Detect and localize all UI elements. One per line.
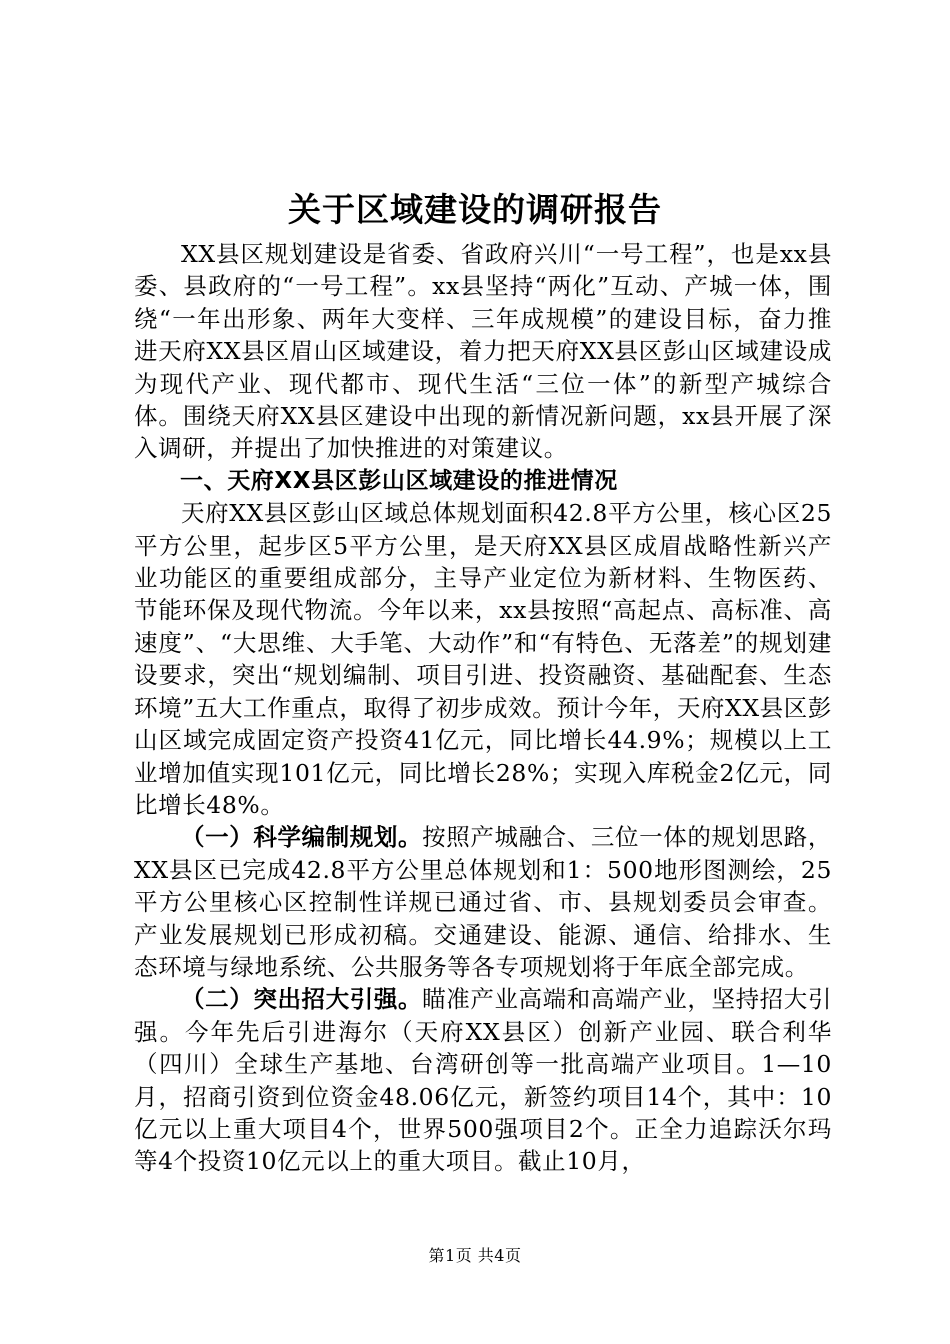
document-body [134, 238, 832, 1178]
item-2-body: 瞄准产业高端和高端产业，坚持招大引强。今年先后引进海尔（天府XX县区）创新产业园、联合利华（四川）全球生产基地、台湾研创等一批高端产业项目。1—10月，招商引资到位资金48.06亿元，新签约项目14个，其中：10亿元以上重大项目4个，世界500强项目2个。正全力追踪沃尔玛等4个投资10亿元以上的重大项目。截止10月， [134, 985, 833, 1176]
item-2-paragraph [134, 983, 832, 1177]
item-1-lead: （一）科学编制规划。 [181, 823, 423, 852]
item-2-lead: （二）突出招大引强。 [181, 985, 423, 1014]
section-heading-1: 一、天府XX县区彭山区域建设的推进情况 [180, 467, 618, 494]
page-number-footer: 第1页 共4页 [428, 1246, 522, 1265]
item-1-body: 按照产城融合、三位一体的规划思路，XX县区已完成42.8平方公里总体规划和1：500地形图测绘，25平方公里核心区控制性详规已通过省、市、县规划委员会审查。产业发展规划已形成初稿。交通建设、能源、通信、给排水、生态环境与绿地系统、公共服务等各专项规划将于年底全部完成。 [134, 823, 833, 981]
section-1-paragraph: 天府XX县区彭山区域总体规划面积42.8平方公里，核心区25平方公里，起步区5平方公里，是天府XX县区成眉战略性新兴产业功能区的重要组成部分，主导产业定位为新材料、生物医药、节能环保及现代物流。今年以来，xx县按照“高起点、高标准、高速度”、“大思维、大手笔、大动作”和“有特色、无落差”的规划建设要求，突出“规划编制、项目引进、投资融资、基础配套、生态环境”五大工作重点，取得了初步成效。预计今年，天府XX县区彭山区域完成固定资产投资41亿元，同比增长44.9%；规模以上工业增加值实现101亿元，同比增长28%；实现入库税金2亿元，同比增长48%。 [134, 499, 832, 819]
document-title: 关于区域建设的调研报告 [288, 190, 662, 229]
intro-paragraph: XX县区规划建设是省委、省政府兴川“一号工程”，也是xx县委、县政府的“一号工程”。xx县坚持“两化”互动、产城一体，围绕“一年出形象、两年大变样、三年成规模”的建设目标，奋力推进天府XX县区眉山区域建设，着力把天府XX县区彭山区域建设成为现代产业、现代都市、现代生活“三位一体”的新型产城综合体。围绕天府XX县区建设中出现的新情况新问题，xx县开展了深入调研，并提出了加快推进的对策建议。 [134, 240, 832, 463]
item-1-paragraph [134, 821, 832, 983]
